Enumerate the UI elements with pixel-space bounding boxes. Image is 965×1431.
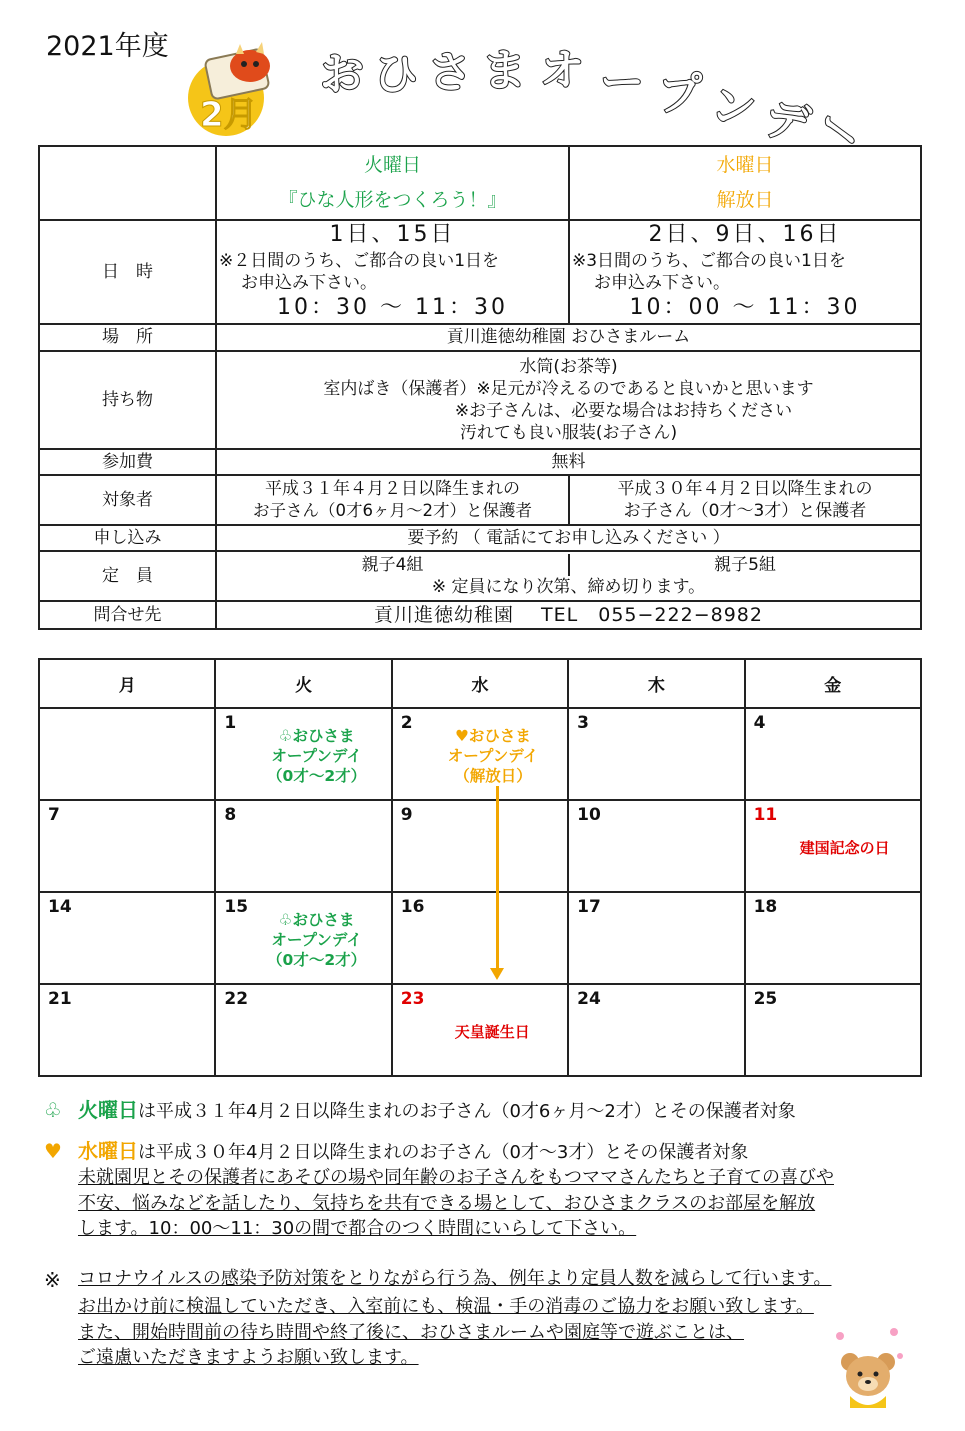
title-char: ー [805,97,873,166]
wednesday-continuation-arrow-head [490,968,504,980]
wednesday-note-day: 水曜日 [78,1138,138,1163]
day-number: 21 [48,989,72,1009]
tuesday-target-cell [216,475,569,525]
calendar-day-cell [745,892,921,984]
day-number: 3 [577,713,590,733]
day-number: 18 [753,897,778,917]
event-line: オープンデイ [271,746,362,765]
wednesday-day-label: 水曜日 [716,154,774,177]
item-line: 汚れても良い服装(お子さん) [459,423,678,444]
calendar-day-cell [39,984,215,1076]
wednesday-description-line: します。10：00～11：30の間で都合のつく時間にいらして下さい。 [78,1218,637,1240]
calendar-day-cell [745,800,921,892]
title-char: ま [482,45,526,96]
wednesday-target-line: お子さん（0才～3才）と保護者 [623,501,867,521]
day-number: 14 [48,897,72,917]
tuesday-note [44,1096,924,1125]
calendar-day-cell [568,708,744,800]
tuesday-header-cell [216,146,569,220]
day-number: 17 [577,897,601,917]
apply-label: 申し込み [39,525,216,551]
wednesday-note [44,1137,924,1166]
event-line: （解放日） [454,766,532,785]
items-cell [216,351,921,449]
calendar-day-cell [392,892,568,984]
tuesday-date-note: ※２日間のうち、ご都合の良い1日を [219,250,500,271]
day-number: 22 [224,989,249,1009]
calendar-day-cell [39,800,215,892]
day-number: 24 [577,989,601,1009]
day-number-holiday: 23 [400,989,425,1009]
tuesday-date-note-2: お申込み下さい。 [241,273,377,293]
calendar-day-cell [215,800,391,892]
wednesday-target-line: 平成３０年４月２日以降生まれの [617,478,873,499]
title-char: ン [707,79,760,138]
day-number: 1 [224,713,237,733]
weekday-header: 月 [39,659,215,708]
tuesday-capacity: 親子4組 [217,554,570,576]
weekday-header: 水 [392,659,568,708]
tuesday-dates: 1日、15日 [329,222,456,248]
capacity-label: 定 員 [39,551,216,601]
tuesday-note-text: は平成３１年4月２日以降生まれのお子さん（0才6ヶ月～2才）とその保護者対象 [138,1101,796,1122]
wednesday-target-cell [569,475,921,525]
calendar-day-cell [215,892,391,984]
tuesday-date-cell [216,220,569,324]
title-char: プ [658,69,702,120]
tuesday-target-line: お子さん（0才6ヶ月～2才）と保護者 [253,501,532,521]
month-badge-number: 2月 [200,95,258,135]
place-value: 貢川進徳幼稚園 おひさまルーム [216,324,921,351]
holiday-label: 建国記念の日 [799,839,890,857]
calendar-day-cell [392,708,568,800]
title-char: オ [540,45,584,96]
covid-note-line: ご遠慮いただきますようお願い致します。 [78,1347,419,1369]
calendar-day-cell [568,984,744,1076]
day-number: 7 [48,805,60,825]
day-number: 15 [224,897,249,917]
holiday-label: 天皇誕生日 [454,1023,530,1041]
wednesday-note-text: は平成３０年4月２日以降生まれのお子さん（0才～3才）とその保護者対象 [138,1141,749,1163]
calendar-day-cell [568,800,744,892]
tuesday-day-label: 火曜日 [363,154,421,177]
heart-icon: ♥ [44,1138,62,1163]
day-number: 4 [753,713,766,733]
contact-value: 貢川進徳幼稚園 TEL 055−222−8982 [216,601,921,629]
day-number: 9 [400,805,413,825]
tuesday-open-day-event [244,911,388,970]
wednesday-open-day-event [421,727,565,786]
bear-illustration [828,1322,908,1412]
weekday-header: 金 [745,659,921,708]
wednesday-date-note: ※3日間のうち、ご都合の良い1日を [572,250,846,271]
calendar-day-cell [745,708,921,800]
info-table [38,145,922,630]
month-badge-illustration [178,40,286,136]
apply-value: 要予約 （ 電話にてお申し込みください ） [216,525,921,551]
contact-label: 問合せ先 [39,601,216,629]
wednesday-description-line: 不安、悩みなどを話したり、気持ちを共有できる場として、おひさまクラスのお部屋を解放 [78,1192,816,1214]
february-calendar [38,658,922,1077]
title-char: ひ [374,49,418,100]
title-char: お [320,49,364,100]
date-label: 日 時 [39,220,216,324]
wednesday-date-cell [569,220,921,324]
weekday-header: 火 [215,659,391,708]
tuesday-open-day-event [244,727,388,786]
calendar-day-cell [568,892,744,984]
event-line: （0才～2才） [267,766,367,785]
wednesday-capacity: 親子5組 [714,554,776,575]
event-line: ♥おひさま [455,727,531,745]
day-number: 16 [400,897,425,917]
wednesday-description-line: 未就園児とその保護者にあそびの場や同年齢のお子さんをもつママさんたちと子育ての喜びや [78,1167,834,1189]
empty-corner-cell [39,146,216,220]
covid-note-line: コロナウイルスの感染予防対策をとりながら行う為、例年より定員人数を減らして行います。 [78,1267,832,1289]
wednesday-date-note-2: お申込み下さい。 [594,273,730,293]
event-line: ♧おひさま [278,911,355,929]
day-number-holiday: 11 [753,805,778,825]
item-line: ※お子さんは、必要な場合はお持ちください [454,401,793,421]
calendar-day-cell [392,800,568,892]
day-number: 2 [400,713,413,733]
item-line: 室内ばき（保護者）※足元が冷えるのであると良いかと思います [323,378,814,399]
event-line: ♧おひさま [278,727,355,745]
tuesday-time: 10：30 ～ 11：30 [277,295,508,321]
place-label: 場 所 [39,324,216,351]
wednesday-continuation-arrow-line [496,786,499,972]
target-label: 対象者 [39,475,216,525]
clover-icon: ♧ [44,1098,62,1122]
covid-note-line: お出かけ前に検温していただき、入室前にも、検温・手の消毒のご協力をお願い致します。 [78,1296,814,1318]
capacity-cell [216,551,921,601]
wednesday-header-cell [569,146,921,220]
year-label: 2021年度 [46,31,169,62]
day-number: 10 [577,805,601,825]
notes-section [44,1096,924,1371]
calendar-day-cell [215,984,391,1076]
calendar-day-cell [215,708,391,800]
tuesday-target-line: 平成３１年４月２日以降生まれの [265,479,520,500]
event-line: （0才～2才） [267,950,367,969]
items-label: 持ち物 [39,351,216,449]
title-char: ー [600,57,644,108]
tuesday-note-day: 火曜日 [78,1098,138,1122]
calendar-day-cell [745,984,921,1076]
wednesday-time: 10：00 ～ 11：30 [629,295,861,321]
capacity-note: ※ 定員になり次第、締め切ります。 [431,577,706,597]
event-line: オープンデイ [271,930,362,949]
day-number: 8 [224,805,237,825]
covid-note [44,1266,924,1294]
tuesday-event-title: 『ひな人形をつくろう！』 [278,189,507,211]
title-char: さ [428,47,472,98]
day-number: 25 [753,989,778,1009]
calendar-day-cell [39,708,215,800]
fee-label: 参加費 [39,449,216,475]
event-line: オープンデイ [447,746,539,765]
fee-value: 無料 [216,449,921,475]
weekday-header: 木 [568,659,744,708]
covid-note-line: また、開始時間前の待ち時間や終了後に、おひさまルームや園庭等で遊ぶことは、 [78,1321,744,1343]
reference-mark-icon: ※ [44,1267,61,1292]
item-line: 水筒(お茶等) [519,356,618,377]
wednesday-event-title: 解放日 [716,189,774,211]
wednesday-dates: 2日、9日、16日 [648,222,842,248]
calendar-day-cell [39,892,215,984]
calendar-day-cell [392,984,568,1076]
title-char: デ [759,92,815,153]
